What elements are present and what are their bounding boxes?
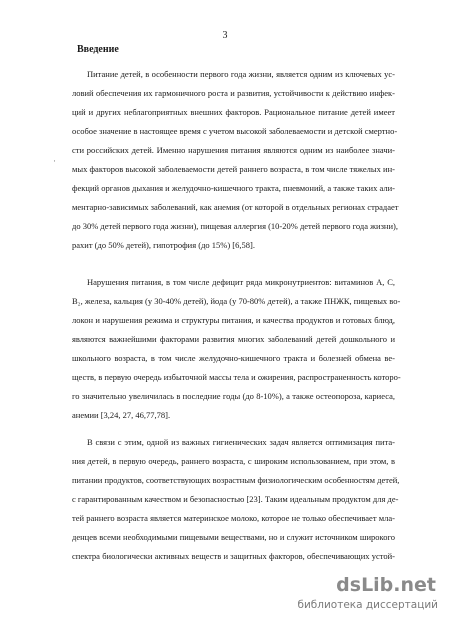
text-line: анемии [3,24, 27, 46,77,78].	[72, 410, 171, 420]
text-line: особое значение в настоящее время с учетом высокой заболеваемости и детской смертно-	[72, 126, 398, 136]
text-line: до 30% детей первого года жизни), пищевая аллергия (10-20% детей первого года жизни),	[72, 221, 398, 231]
text-line: с гарантированным качеством и безопасностью [23]. Таким идеальным продуктом для де-	[72, 494, 399, 504]
text-line: B₂, железа, кальция (у 30-40% детей), йода (у 70-80% детей), а также ПНЖК, пищевых во-	[72, 296, 401, 306]
margin-mark: ·	[53, 156, 56, 166]
text-line: локон и нарушения режима и структуры питания, и качества продуктов и готовых блюд,	[72, 315, 395, 325]
watermark	[297, 573, 438, 613]
text-line: ществ, в первую очередь избыточной массы тела и ожирения, распространенность которо-	[72, 372, 401, 382]
dslib-logo	[308, 573, 438, 595]
text-line: го значительно увеличилась в последние годы (до 8-10%), а также остеопороза, кариеса,	[72, 391, 395, 401]
section-heading: Введение	[77, 44, 119, 55]
text-line: Питание детей, в особенности первого года жизни, является одним из ключевых ус-	[87, 69, 395, 79]
text-line: школьного возраста, в том числе желудочно-кишечного тракта и болезней обмена ве-	[72, 353, 395, 363]
text-line: тей раннего возраста является материнское молоко, которое не только обеспечивает мла-	[72, 513, 395, 523]
text-line: В связи с этим, одной из важных гигиенических задач является оптимизация пита-	[87, 437, 395, 447]
text-line: являются важнейшими факторами развития многих заболеваний детей дошкольного и	[72, 334, 395, 344]
text-line: ловий обеспечения их гармоничного роста и развития, устойчивости к действию инфек-	[72, 88, 395, 98]
text-line: Нарушения питания, в том числе дефицит ряда микронутриентов: витаминов А, С,	[87, 277, 395, 287]
text-line: спектра биологически активных веществ и защитных факторов, обеспечивающих устой-	[72, 551, 395, 561]
text-line: денцев всеми необходимыми пищевыми веществами, но и служит источником широкого	[72, 532, 395, 542]
page-number: 3	[222, 30, 228, 41]
text-line: рахит (до 50% детей), гипотрофия (до 15%) [6,58].	[72, 240, 255, 250]
logo-text: dsLib.net	[336, 574, 436, 595]
text-line: фекций органов дыхания и желудочно-кишечного тракта, пневмоний, а также таких али-	[72, 183, 395, 193]
watermark-subtitle: библиотека диссертаций	[297, 599, 438, 611]
text-line: мых факторов высокой заболеваемости детей раннего возраста, в том числе тяжелых ин-	[72, 164, 395, 174]
text-line: ментарно-зависимых заболеваний, как анемия (от которой в отдельных регионах страдает	[72, 202, 399, 212]
text-line: питании продуктов, соответствующих возрастным физиологическим особенностям детей,	[72, 475, 400, 485]
text-line: сти российских детей. Именно нарушения питания являются одним из наиболее значи-	[72, 145, 395, 155]
text-line: ния детей, в первую очередь, раннего возраста, с широким использованием, при этом, в	[72, 456, 395, 466]
text-line: ций и других неблагоприятных внешних факторов. Рациональное питание детей имеет	[72, 107, 395, 117]
